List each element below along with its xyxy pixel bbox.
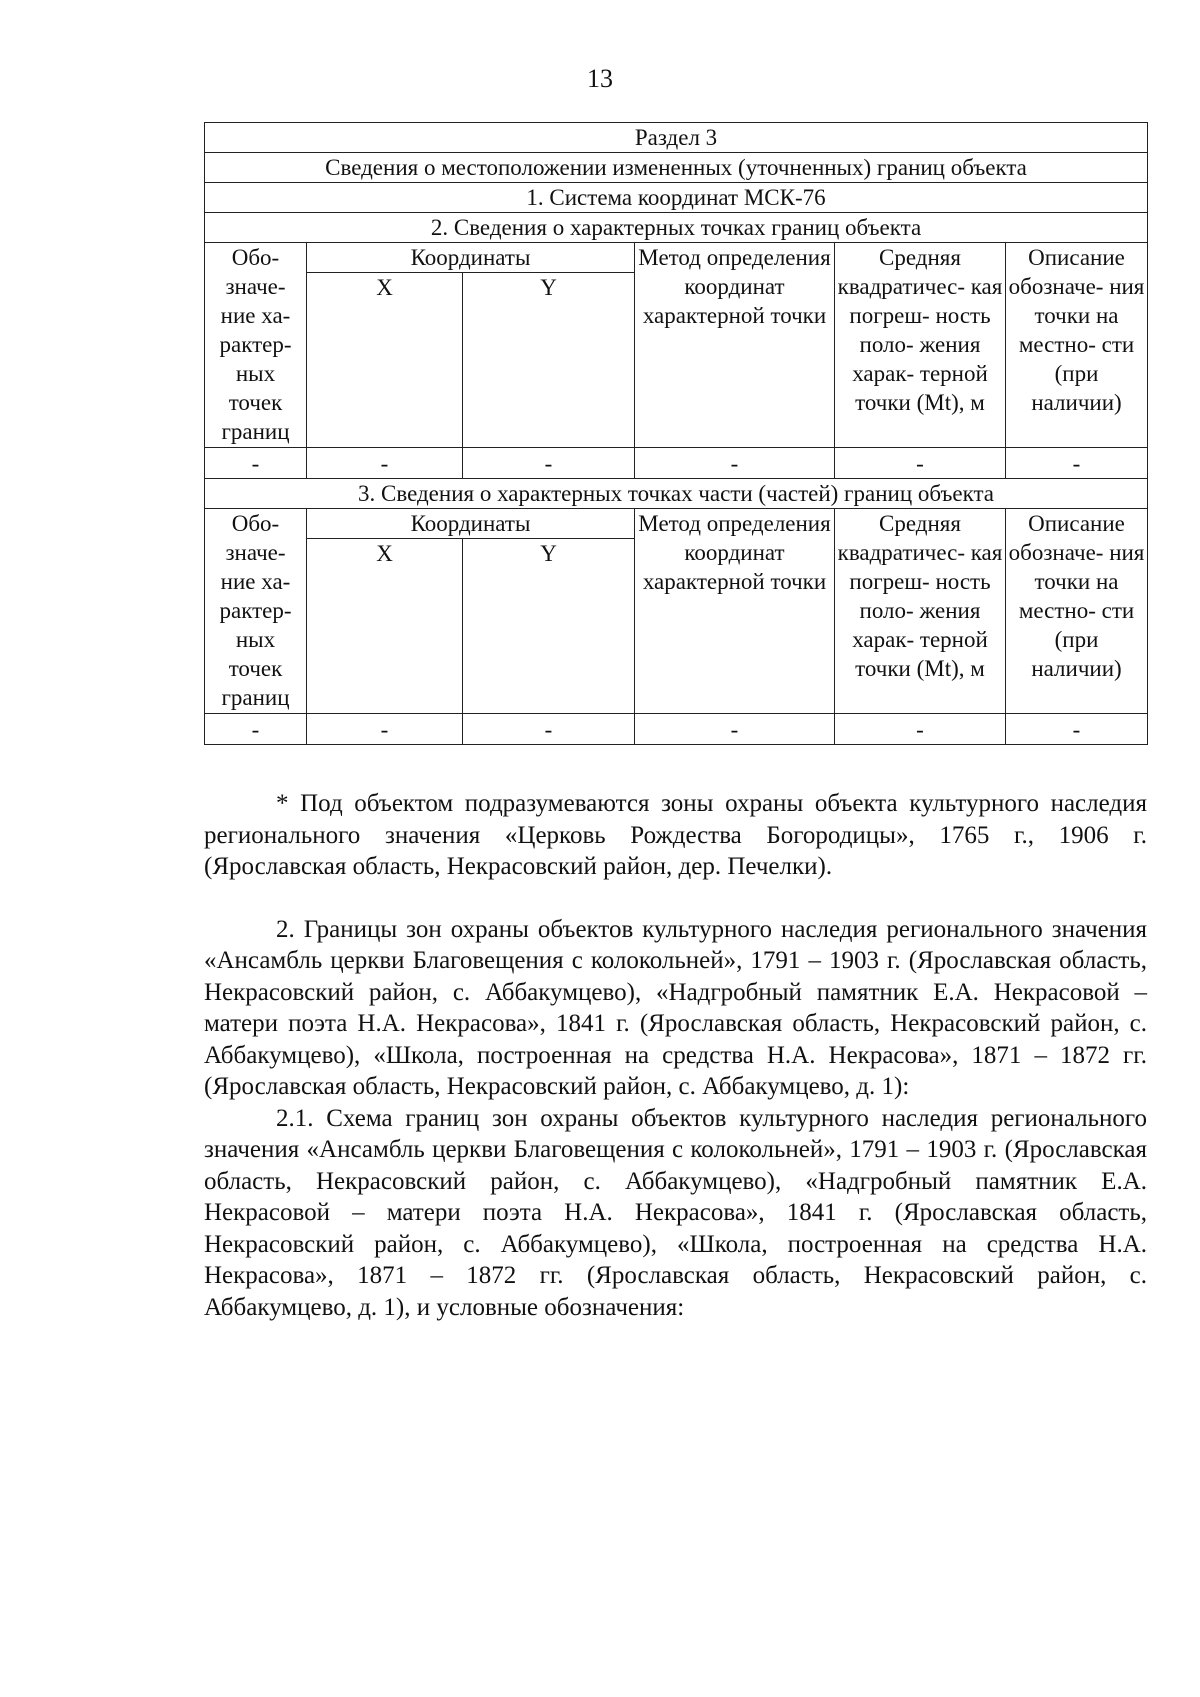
header-error: Средняя квадратичес- кая погреш- ность поло- жения харак- терной точки (Mt), м — [835, 509, 1006, 714]
empty-cell: - — [1006, 448, 1148, 479]
empty-cell: - — [835, 448, 1006, 479]
header-description: Описание обозначе- ния точки на местно- сти (при наличии) — [1006, 243, 1148, 448]
empty-cell: - — [307, 714, 463, 745]
empty-cell: - — [205, 448, 307, 479]
header-error: Средняя квадратичес- кая погреш- ность поло- жения харак- терной точки (Mt), м — [835, 243, 1006, 448]
paragraph-2: 2. Границы зон охраны объектов культурного наследия регионального значения «Ансамбль церкви Благовещения с колокольней», 1791 – 1903 г. (Ярославская область, Некрасовский район, с. Аббакумцево), «Надгробный памятник Е.А. Некрасовой – матери поэта Н.А. Некрасова», 1841 г. (Ярославская область, Некрасовский район, с. Аббакумцево), «Школа, построенная на средства Н.А. Некрасова», 1871 – 1872 гг. (Ярославская область, Некрасовский район, с. Аббакумцево, д. 1): — [204, 915, 1147, 1100]
part2-title: 2. Сведения о характерных точках границ объекта — [205, 213, 1148, 243]
table-row — [205, 448, 1148, 479]
header-x: X — [307, 273, 463, 448]
empty-cell: - — [463, 714, 635, 745]
part3-title: 3. Сведения о характерных точках части (частей) границ объекта — [205, 479, 1148, 509]
empty-cell: - — [463, 448, 635, 479]
header-description: Описание обозначе- ния точки на местно- сти (при наличии) — [1006, 509, 1148, 714]
header-coordinates: Координаты — [307, 243, 635, 273]
header-x: X — [307, 539, 463, 714]
empty-cell: - — [307, 448, 463, 479]
header-y: Y — [463, 273, 635, 448]
table-row — [205, 714, 1148, 745]
footnote: * Под объектом подразумеваются зоны охраны объекта культурного наследия регионального значения «Церковь Рождества Богородицы», 1765 г., 1906 г. (Ярославская область, Некрасовский район, дер. Печелки). — [204, 790, 1147, 880]
empty-cell: - — [1006, 714, 1148, 745]
header-designation: Обо- значе- ние ха- рактер- ных точек границ — [205, 509, 307, 714]
header-method: Метод определения координат характерной точки — [635, 509, 835, 714]
header-designation: Обо- значе- ние ха- рактер- ных точек границ — [205, 243, 307, 448]
body-text — [204, 788, 1147, 1323]
coordinates-table — [204, 122, 1148, 745]
empty-cell: - — [205, 714, 307, 745]
empty-cell: - — [635, 448, 835, 479]
page-number: 13 — [587, 64, 613, 93]
coordinate-system: 1. Система координат МСК-76 — [205, 183, 1148, 213]
header-y: Y — [463, 539, 635, 714]
header-coordinates: Координаты — [307, 509, 635, 539]
section-title: Раздел 3 — [205, 123, 1148, 153]
header-method: Метод определения координат характерной точки — [635, 243, 835, 448]
empty-cell: - — [835, 714, 1006, 745]
empty-cell: - — [635, 714, 835, 745]
section-subtitle: Сведения о местоположении измененных (уточненных) границ объекта — [205, 153, 1148, 183]
paragraph-2-1: 2.1. Схема границ зон охраны объектов культурного наследия регионального значения «Ансамбль церкви Благовещения с колокольней», 1791 – 1903 г. (Ярославская область, Некрасовский район, с. Аббакумцево), «Надгробный памятник Е.А. Некрасовой – матери поэта Н.А. Некрасова», 1841 г. (Ярославская область, Некрасовский район, с. Аббакумцево), «Школа, построенная на средства Н.А. Некрасова», 1871 – 1872 гг. (Ярославская область, Некрасовский район, с. Аббакумцево, д. 1), и условные обозначения: — [204, 1104, 1147, 1321]
